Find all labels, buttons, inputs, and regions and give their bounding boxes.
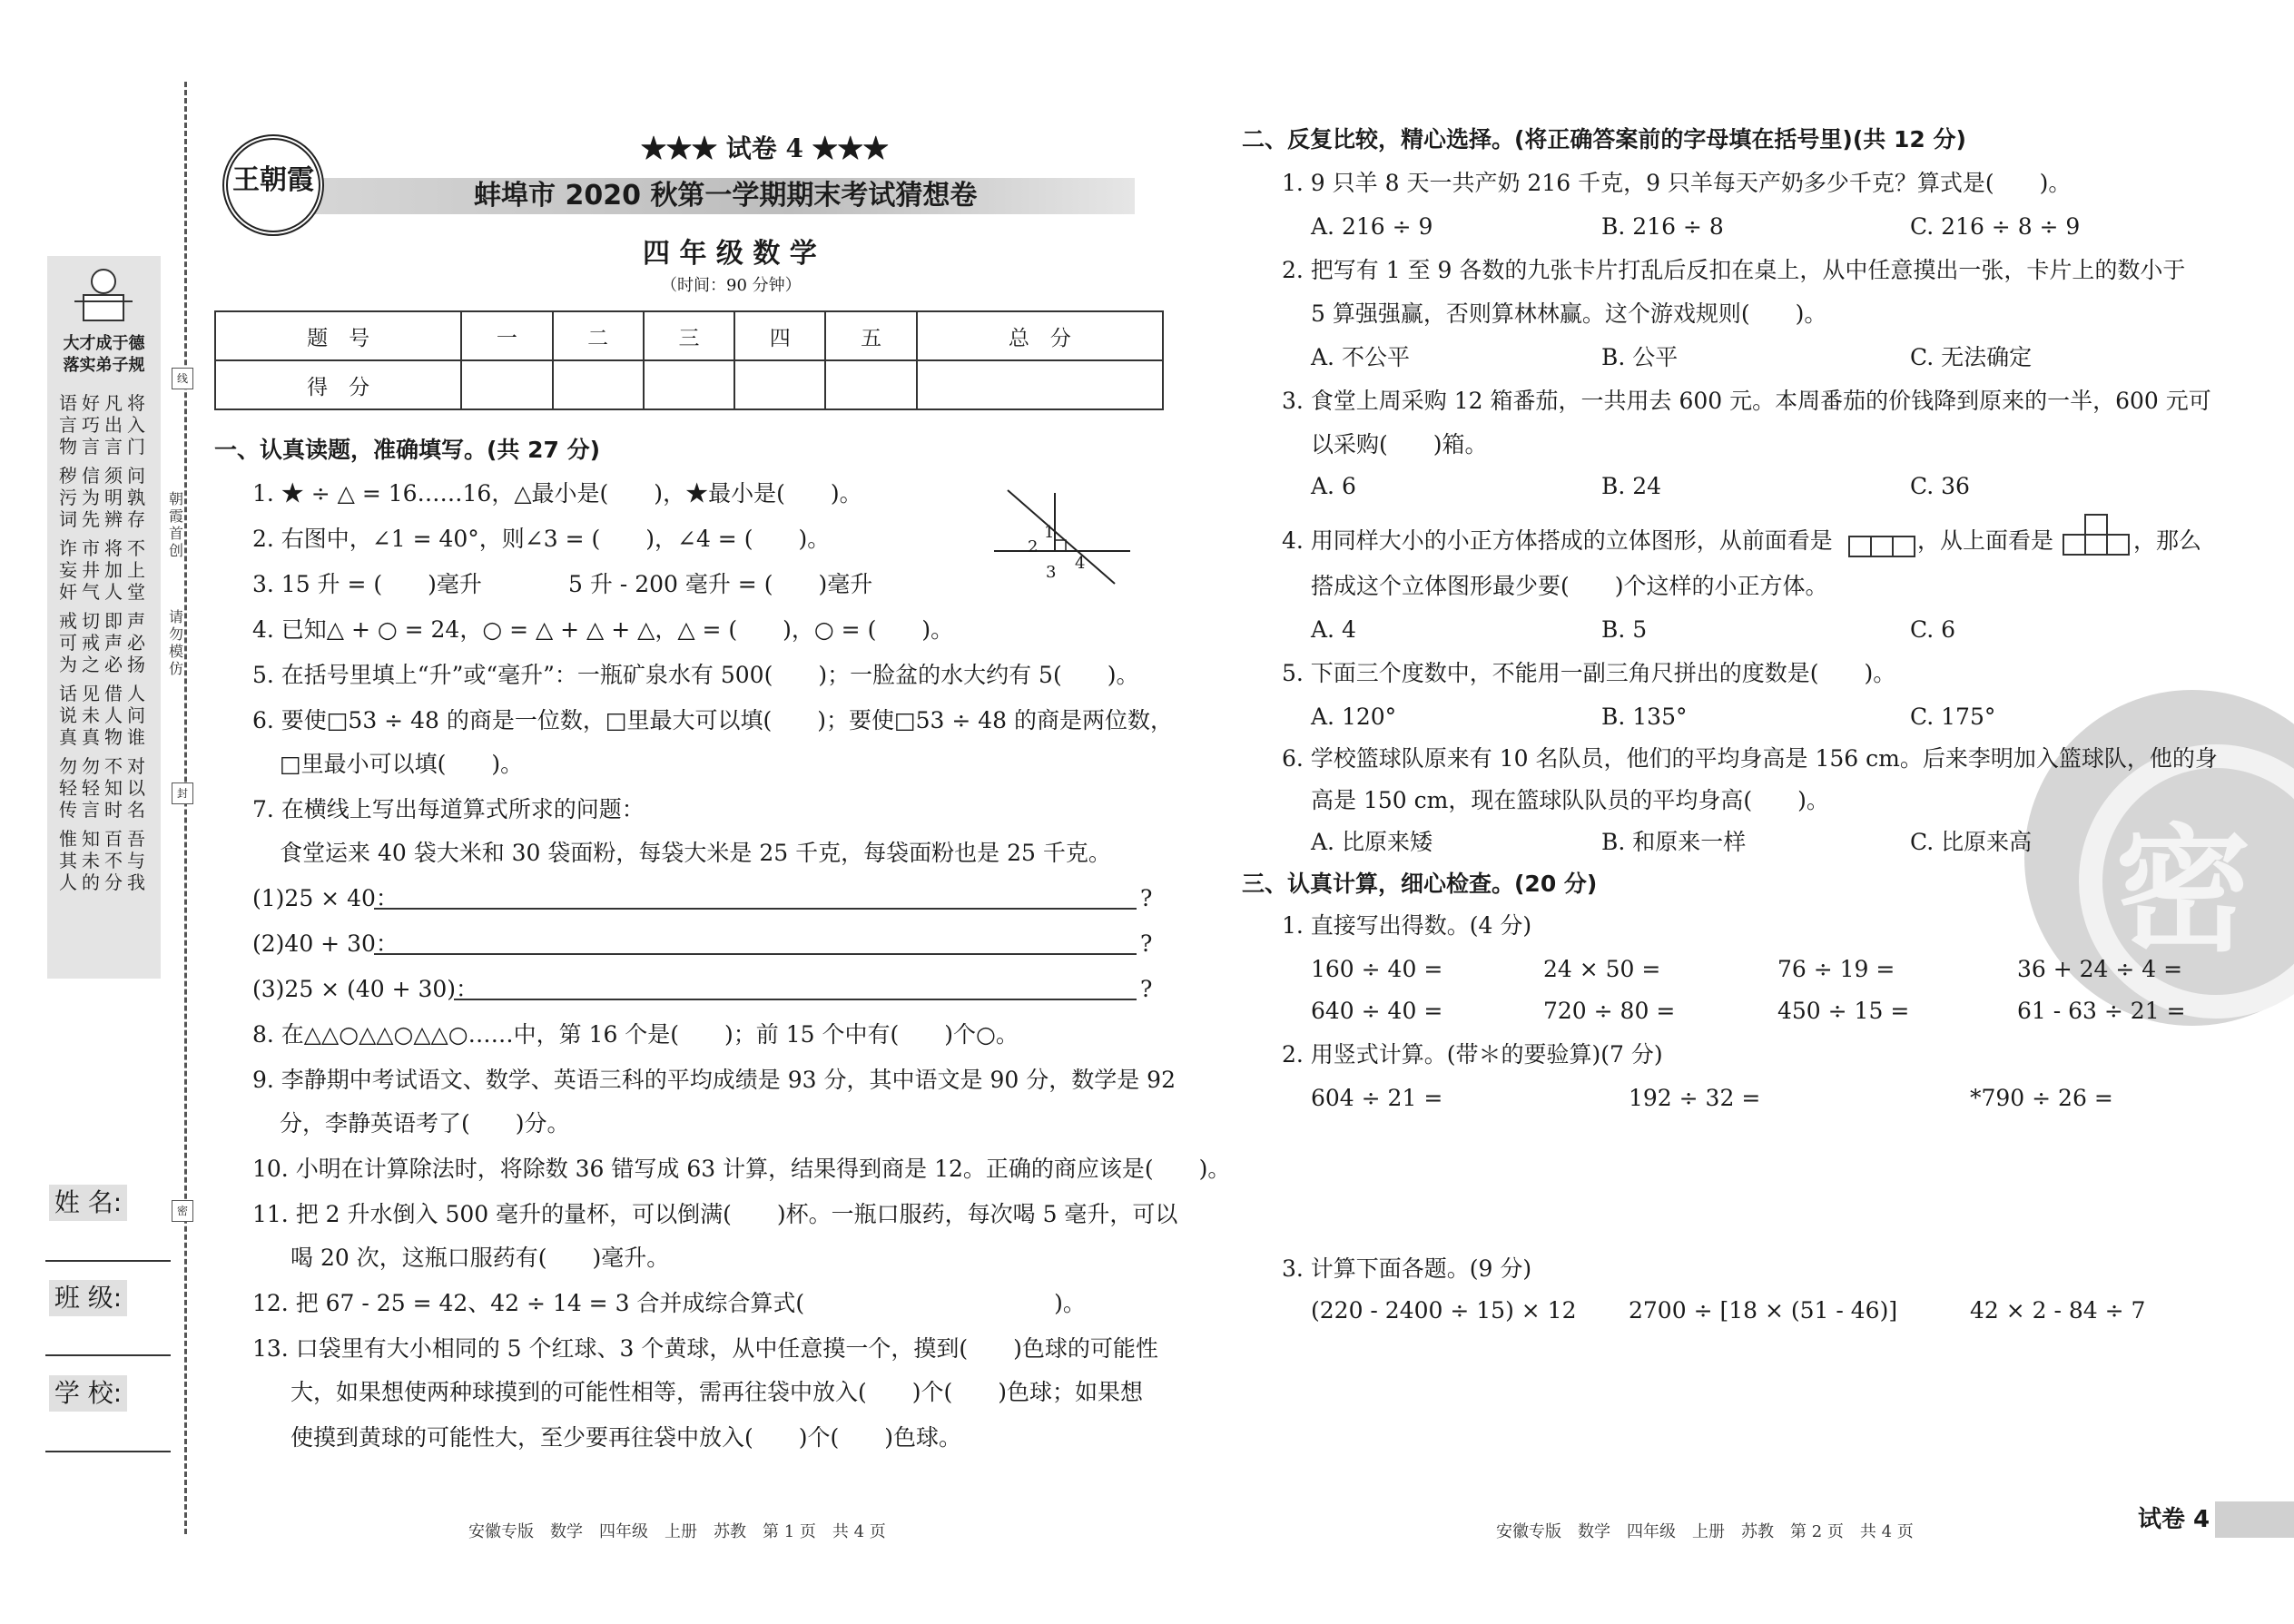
s1-q9a: 9. 李静期中考试语文、数学、英语三科的平均成绩是 93 分，其中语文是 90 分，数学是 92 [252, 1067, 1176, 1093]
option[interactable]: A. 比原来矮 [1311, 829, 1433, 855]
section-3-title: 三、认真计算，细心检查。(20 分) [1242, 871, 1598, 897]
motto-col-3-g: 知未的 [82, 828, 100, 893]
s1-q8: 8. 在△△○△△○△△○……中，第 16 个是( )；前 15 个中有( )个○。 [252, 1021, 1019, 1048]
option[interactable]: B. 216 ÷ 8 [1601, 213, 1724, 240]
option[interactable]: A. 6 [1311, 473, 1356, 499]
side-note-1: 朝霞首创 [168, 490, 183, 559]
publisher-seal: 王朝霞 [222, 134, 324, 236]
motto-col-2-e: 借人物 [104, 683, 123, 748]
s2-q1: 1. 9 只羊 8 天一共产奶 216 千克，9 只羊每天产奶多少千克？算式是( )。 [1282, 170, 2072, 196]
calc-item: 160 ÷ 40 = [1311, 956, 1443, 982]
s2-q5: 5. 下面三个度数中，不能用一副三角尺拼出的度数是( )。 [1282, 660, 1896, 686]
s2-q4a-3: ，那么 [2133, 527, 2202, 554]
option[interactable]: B. 公平 [1601, 344, 1679, 370]
score-input-cell[interactable] [825, 360, 916, 409]
calc-item: *790 ÷ 26 = [1970, 1085, 2113, 1111]
school-field[interactable] [45, 1451, 171, 1452]
seal-label-secret: 密 [172, 1200, 193, 1222]
score-head-cell: 三 [644, 311, 734, 360]
score-label-cell: 得 分 [215, 360, 461, 409]
calc-item: 450 ÷ 15 = [1777, 998, 1910, 1024]
seal-label-seal: 封 [172, 782, 193, 804]
option[interactable]: C. 无法确定 [1910, 344, 2033, 370]
option[interactable]: B. 和原来一样 [1601, 829, 1747, 855]
s1-q12: 12. 把 67 - 25 = 42、42 ÷ 14 = 3 合并成综合算式( )。 [252, 1290, 1086, 1316]
motto-col-1-c: 不上堂 [127, 537, 145, 603]
s1-q11b: 喝 20 次，这瓶口服药有( )毫升。 [290, 1245, 670, 1271]
name-label: 姓 名: [49, 1185, 127, 1221]
motto-title-1: 大才成于德 [63, 334, 145, 353]
s1-q3a: 3. 15 升 = ( )毫升 [252, 571, 482, 597]
s3-part1: 1. 直接写出得数。(4 分) [1282, 912, 1532, 939]
s1-q1: 1. ★ ÷ △ = 16……16，△最小是( )，★最小是( )。 [252, 480, 862, 507]
calc-item: 76 ÷ 19 = [1777, 956, 1895, 982]
question-mark: ? [1140, 976, 1153, 1002]
motto-col-3-d: 切戒之 [82, 610, 100, 675]
score-head-cell: 题 号 [215, 311, 461, 360]
motto-col-3-a: 好巧言 [82, 392, 100, 458]
s3-part3: 3. 计算下面各题。(9 分) [1282, 1255, 1532, 1282]
score-input-cell[interactable] [644, 360, 734, 409]
option[interactable]: B. 24 [1601, 473, 1662, 499]
calc-item: 61 - 63 ÷ 21 = [2017, 998, 2186, 1024]
s2-q6b: 高是 150 cm，现在篮球队队员的平均身高( )。 [1311, 787, 1829, 813]
s1-q7: 7. 在横线上写出每道算式所求的问题： [252, 796, 645, 822]
section-1-title: 一、认真读题，准确填写。(共 27 分) [214, 437, 601, 463]
motto-col-4-c: 诈妄奸 [59, 537, 77, 603]
motto-col-2-c: 将加人 [104, 537, 123, 603]
s1-q11a: 11. 把 2 升水倒入 500 毫升的量杯，可以倒满( )杯。一瓶口服药，每次喝 5 毫升，可以 [252, 1201, 1178, 1227]
s2-q2b: 5 算强强赢，否则算林林赢。这个游戏规则( )。 [1311, 300, 1827, 327]
calc-item: 604 ÷ 21 = [1311, 1085, 1443, 1111]
s1-q7-1: (1)25 × 40： [252, 885, 399, 911]
seal-label-line: 线 [172, 368, 193, 389]
s1-q7-desc: 食堂运来 40 袋大米和 30 袋面粉，每袋大米是 25 千克，每袋面粉也是 25 千克。 [280, 840, 1111, 866]
footer-left: 安徽专版 数学 四年级 上册 苏教 第 1 页 共 4 页 [468, 1522, 886, 1541]
s1-q7-3-answer-line[interactable] [454, 999, 1137, 1000]
score-input-cell[interactable] [917, 360, 1163, 409]
calc-item: (220 - 2400 ÷ 15) × 12 [1311, 1297, 1577, 1324]
s1-q9b: 分，李静英语考了( )分。 [280, 1110, 570, 1137]
class-field[interactable] [45, 1354, 171, 1356]
motto-col-3-c: 市井气 [82, 537, 100, 603]
option[interactable]: C. 175° [1910, 704, 1996, 730]
page-tab-bg [2215, 1501, 2294, 1538]
motto-col-1-f: 对以名 [127, 755, 145, 821]
question-mark: ? [1140, 885, 1153, 911]
motto-col-1-a: 将入门 [127, 392, 145, 458]
motto-col-3-f: 勿轻言 [82, 755, 100, 821]
score-input-cell[interactable] [734, 360, 825, 409]
name-field[interactable] [45, 1260, 171, 1262]
watermark-text: 密 [2115, 812, 2252, 970]
score-input-cell[interactable] [553, 360, 644, 409]
motto-col-4-f: 勿轻传 [59, 755, 77, 821]
footer-right: 安徽专版 数学 四年级 上册 苏教 第 2 页 共 4 页 [1496, 1522, 1914, 1541]
motto-col-2-f: 不知时 [104, 755, 123, 821]
s1-q7-2: (2)40 + 30： [252, 930, 399, 957]
motto-col-4-e: 话说真 [59, 683, 77, 748]
score-head-cell: 二 [553, 311, 644, 360]
option[interactable]: C. 6 [1910, 616, 1956, 643]
score-head-cell: 一 [461, 311, 552, 360]
motto-col-1-e: 人问谁 [127, 683, 145, 748]
calc-item: 192 ÷ 32 = [1629, 1085, 1761, 1111]
score-header-row [215, 311, 1163, 360]
angle-figure [989, 486, 1135, 586]
calc-item: 720 ÷ 80 = [1543, 998, 1676, 1024]
calc-item: 42 × 2 - 84 ÷ 7 [1970, 1297, 2146, 1324]
motto-col-2-b: 须明辨 [104, 465, 123, 530]
cut-line [184, 82, 187, 1534]
s2-q4b: 搭成这个立体图形最少要( )个这样的小正方体。 [1311, 573, 1828, 599]
option[interactable]: C. 比原来高 [1910, 829, 2033, 855]
school-label: 学 校: [49, 1375, 127, 1412]
motto-col-2-d: 即声必 [104, 610, 123, 675]
motto-col-3-e: 见未真 [82, 683, 100, 748]
s1-q10: 10. 小明在计算除法时，将除数 36 错写成 63 计算，结果得到商是 12。正确的商应该是( )。 [252, 1156, 1231, 1182]
s1-q7-2-answer-line[interactable] [374, 953, 1137, 955]
s2-q3b: 以采购( )箱。 [1311, 431, 1488, 458]
motto-col-2-g: 百不分 [104, 828, 123, 893]
motto-col-4-d: 戒可为 [59, 610, 77, 675]
s1-q3b: 5 升 - 200 毫升 = ( )毫升 [568, 571, 873, 597]
calc-item: 36 + 24 ÷ 4 = [2017, 956, 2183, 982]
motto-col-1-g: 吾与我 [127, 828, 145, 893]
s1-q13c: 使摸到黄球的可能性大，至少要再往袋中放入( )个( )色球。 [290, 1424, 962, 1451]
s2-q6a: 6. 学校篮球队原来有 10 名队员，他们的平均身高是 156 cm。后来李明加入篮球队，他的身 [1282, 745, 2218, 772]
motto-col-4-g: 惟其人 [59, 828, 77, 893]
score-value-row [215, 360, 1163, 409]
s2-q3a: 3. 食堂上周采购 12 箱番茄，一共用去 600 元。本周番茄的价钱降到原来的一半，600 元可 [1282, 388, 2211, 414]
motto-col-4-b: 秽污词 [59, 465, 77, 530]
score-table [214, 310, 1164, 410]
front-view-figure [1848, 517, 1915, 557]
motto-col-2-a: 凡出言 [104, 392, 123, 458]
option[interactable]: A. 4 [1311, 616, 1356, 643]
child-figure [67, 265, 140, 329]
option[interactable]: B. 135° [1601, 704, 1688, 730]
s1-q13a: 13. 口袋里有大小相同的 5 个红球、3 个黄球，从中任意摸一个，摸到( )色球的可能性 [252, 1335, 1158, 1362]
calc-item: 24 × 50 = [1543, 956, 1661, 982]
option[interactable]: A. 不公平 [1311, 344, 1410, 370]
time-limit: （时间：90 分钟） [661, 276, 802, 295]
question-mark: ? [1140, 930, 1153, 957]
page-tab-label: 试卷 4 [2138, 1506, 2210, 1533]
score-head-cell: 四 [734, 311, 825, 360]
angle-label-1: 1 [1044, 523, 1055, 542]
motto-col-3-b: 信为先 [82, 465, 100, 530]
angle-label-2: 2 [1028, 537, 1039, 556]
s3-part2: 2. 用竖式计算。(带＊的要验算)(7 分) [1282, 1041, 1663, 1068]
class-label: 班 级: [49, 1280, 127, 1316]
option[interactable]: C. 216 ÷ 8 ÷ 9 [1910, 213, 2081, 240]
score-head-cell: 五 [825, 311, 916, 360]
s1-q7-1-answer-line[interactable] [374, 908, 1137, 910]
score-input-cell[interactable] [461, 360, 552, 409]
s1-q2: 2. 右图中，∠1 = 40°，则∠3 = ( )，∠4 = ( )。 [252, 526, 831, 552]
angle-label-4: 4 [1075, 554, 1086, 573]
motto-col-4-a: 语言物 [59, 392, 77, 458]
top-view-figure [2063, 514, 2130, 557]
s2-q4a-1: 4. 用同样大小的小正方体搭成的立体图形，从前面看是 [1282, 527, 1833, 554]
motto-col-1-b: 问孰存 [127, 465, 145, 530]
angle-label-3: 3 [1046, 563, 1057, 582]
s1-q6a: 6. 要使□53 ÷ 48 的商是一位数，□里最大可以填( )；要使□53 ÷ 48 的商是两位数， [252, 707, 1173, 733]
section-2-title: 二、反复比较，精心选择。(将正确答案前的字母填在括号里)(共 12 分) [1242, 126, 1966, 153]
score-head-cell: 总 分 [917, 311, 1163, 360]
calc-item: 640 ÷ 40 = [1311, 998, 1443, 1024]
s1-q7-3: (3)25 × (40 + 30)： [252, 976, 479, 1002]
option[interactable]: C. 36 [1910, 473, 1970, 499]
s2-q2a: 2. 把写有 1 至 9 各数的九张卡片打乱后反扣在桌上，从中任意摸出一张，卡片上的数小于 [1282, 257, 2186, 283]
side-note-2: 请勿模仿 [168, 608, 183, 677]
option[interactable]: A. 216 ÷ 9 [1311, 213, 1433, 240]
motto-col-1-d: 声必扬 [127, 610, 145, 675]
calc-item: 2700 ÷ [18 × (51 - 46)] [1629, 1297, 1898, 1324]
s1-q5: 5. 在括号里填上“升”或“毫升”：一瓶矿泉水有 500( )；一脸盆的水大约有 5( )。 [252, 662, 1139, 688]
s1-q13b: 大，如果想使两种球摸到的可能性相等，需再往袋中放入( )个( )色球；如果想 [290, 1379, 1144, 1405]
motto-title-2: 落实弟子规 [63, 356, 145, 375]
main-title: 蚌埠市 2020 秋第一学期期末考试猜想卷 [474, 180, 978, 212]
subject-title: 四 年 级 数 学 [643, 238, 817, 270]
paper-number: ★★★ 试卷 4 ★★★ [641, 133, 889, 163]
paper-number-text: 试卷 4 [725, 133, 803, 163]
option[interactable]: A. 120° [1311, 704, 1397, 730]
s1-q4: 4. 已知△ + ○ = 24，○ = △ + △ + △，△ = ( )，○ = ( )。 [252, 616, 954, 643]
s1-q6b: □里最小可以填( )。 [280, 751, 524, 777]
s2-q4a-2: ，从上面看是 [1917, 527, 2054, 554]
option[interactable]: B. 5 [1601, 616, 1648, 643]
